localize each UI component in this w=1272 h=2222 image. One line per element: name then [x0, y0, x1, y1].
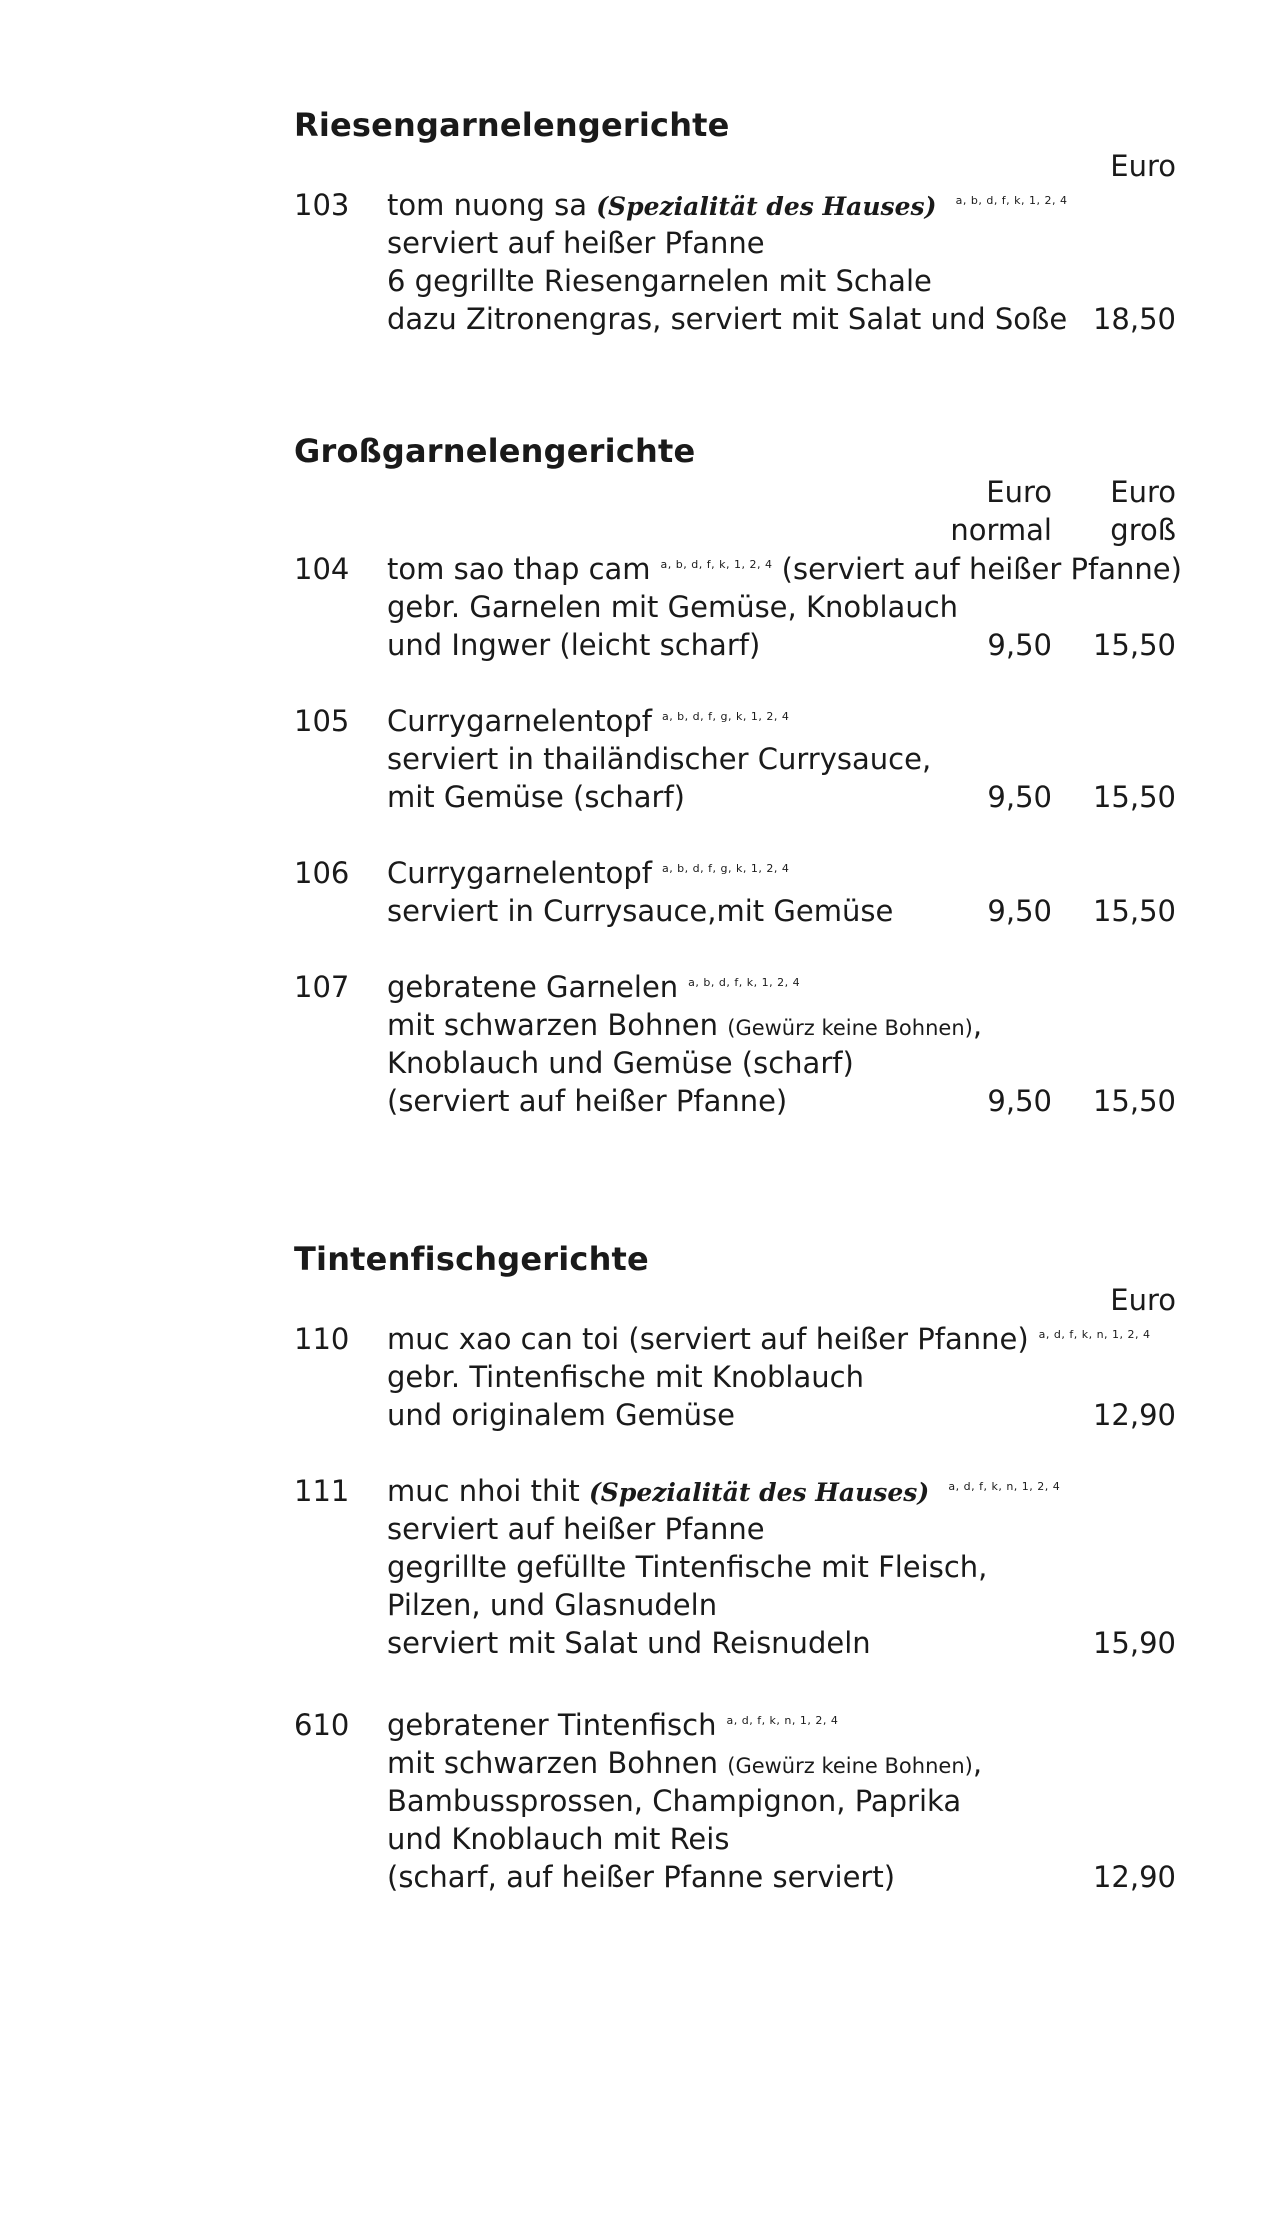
section-title-riesengarnelen: Riesengarnelengerichte [294, 106, 730, 144]
item-description-line [387, 1008, 983, 1042]
allergen-codes: a, b, d, f, k, 1, 2, 4 [955, 194, 1068, 208]
item-name: muc xao can toi (serviert auf heißer Pfanne) [387, 1322, 1029, 1356]
item-number: 610 [294, 1708, 350, 1742]
item-name-line [387, 1474, 1061, 1508]
item-price: 15,90 [1092, 1626, 1176, 1660]
size-label-normal: normal [950, 513, 1052, 547]
size-label-gross: groß [1110, 513, 1176, 547]
item-name: Currygarnelentopf [387, 704, 652, 738]
item-price: 18,50 [1092, 302, 1176, 336]
item-name: gebratene Garnelen [387, 970, 679, 1004]
section-title-tintenfisch: Tintenfischgerichte [294, 1240, 649, 1278]
item-number: 110 [294, 1322, 350, 1356]
item-description-note: (Gewürz keine Bohnen) [727, 1754, 973, 1778]
item-description-line: serviert in Currysauce,mit Gemüse [387, 894, 894, 928]
item-number: 103 [294, 188, 350, 222]
item-number: 111 [294, 1474, 350, 1508]
item-name: gebratener Tintenfisch [387, 1708, 717, 1742]
item-description-line: und Knoblauch mit Reis [387, 1822, 730, 1856]
item-name-line [387, 552, 1182, 586]
item-description-line: gebr. Garnelen mit Gemüse, Knoblauch [387, 590, 959, 624]
item-description-punct: , [972, 1008, 983, 1042]
allergen-codes: a, b, d, f, g, k, 1, 2, 4 [661, 862, 790, 876]
allergen-codes: a, b, d, f, k, 1, 2, 4 [660, 558, 773, 572]
item-description-line: gegrillte gefüllte Tintenfische mit Fleisch, [387, 1550, 988, 1584]
item-description-line: Knoblauch und Gemüse (scharf) [387, 1046, 854, 1080]
item-price: 12,90 [1092, 1860, 1176, 1894]
section-title-grossgarnelen: Großgarnelengerichte [294, 432, 696, 470]
item-number: 107 [294, 970, 350, 1004]
item-description-line: (scharf, auf heißer Pfanne serviert) [387, 1860, 896, 1894]
item-description-line: serviert auf heißer Pfanne [387, 226, 765, 260]
item-number: 104 [294, 552, 350, 586]
currency-header: Euro [1110, 1283, 1176, 1317]
house-special-label: (Spezialität des Hauses) [596, 192, 937, 221]
item-description-line: Pilzen, und Glasnudeln [387, 1588, 718, 1622]
item-description-line: und originalem Gemüse [387, 1398, 735, 1432]
item-name-line [387, 1322, 1151, 1356]
currency-header-normal: Euro [986, 475, 1052, 509]
item-name-line [387, 856, 790, 890]
item-price-gross: 15,50 [1092, 894, 1176, 928]
item-description-line: und Ingwer (leicht scharf) [387, 628, 761, 662]
item-name-line [387, 704, 790, 738]
currency-header-gross: Euro [1110, 475, 1176, 509]
currency-header: Euro [1110, 149, 1176, 183]
item-price-gross: 15,50 [1092, 780, 1176, 814]
item-description-punct: , [972, 1746, 983, 1780]
item-number: 106 [294, 856, 350, 890]
allergen-codes: a, d, f, k, n, 1, 2, 4 [1038, 1328, 1151, 1342]
item-description-line: mit Gemüse (scharf) [387, 780, 685, 814]
item-price-normal: 9,50 [987, 628, 1052, 662]
item-description-line: Bambussprossen, Champignon, Paprika [387, 1784, 962, 1818]
item-description-note: (Gewürz keine Bohnen) [727, 1016, 973, 1040]
item-description-text: mit schwarzen Bohnen [387, 1008, 719, 1042]
item-name-line [387, 1708, 839, 1742]
item-description-line: serviert in thailändischer Currysauce, [387, 742, 932, 776]
item-description-line: 6 gegrillte Riesengarnelen mit Schale [387, 264, 932, 298]
item-description-line: gebr. Tintenfische mit Knoblauch [387, 1360, 864, 1394]
allergen-codes: a, d, f, k, n, 1, 2, 4 [726, 1714, 839, 1728]
item-name-line [387, 188, 1068, 222]
item-description-line: dazu Zitronengras, serviert mit Salat und Soße [387, 302, 1068, 336]
house-special-label: (Spezialität des Hauses) [588, 1478, 930, 1507]
item-description-line: (serviert auf heißer Pfanne) [387, 1084, 788, 1118]
item-number: 105 [294, 704, 350, 738]
item-name: tom nuong sa [387, 188, 587, 222]
item-price-gross: 15,50 [1092, 628, 1176, 662]
allergen-codes: a, d, f, k, n, 1, 2, 4 [948, 1480, 1061, 1494]
item-name: Currygarnelentopf [387, 856, 652, 890]
item-name: tom sao thap cam [387, 552, 651, 586]
item-description-line: serviert auf heißer Pfanne [387, 1512, 765, 1546]
item-price-gross: 15,50 [1092, 1084, 1176, 1118]
item-price-normal: 9,50 [987, 894, 1052, 928]
item-description-line [387, 1746, 983, 1780]
item-price-normal: 9,50 [987, 1084, 1052, 1118]
item-description-text: mit schwarzen Bohnen [387, 1746, 719, 1780]
item-name-suffix: (serviert auf heißer Pfanne) [781, 552, 1182, 586]
item-name: muc nhoi thit [387, 1474, 580, 1508]
item-description-line: serviert mit Salat und Reisnudeln [387, 1626, 871, 1660]
item-price: 12,90 [1092, 1398, 1176, 1432]
item-name-line [387, 970, 801, 1004]
allergen-codes: a, b, d, f, g, k, 1, 2, 4 [661, 710, 790, 724]
allergen-codes: a, b, d, f, k, 1, 2, 4 [688, 976, 801, 990]
item-price-normal: 9,50 [987, 780, 1052, 814]
